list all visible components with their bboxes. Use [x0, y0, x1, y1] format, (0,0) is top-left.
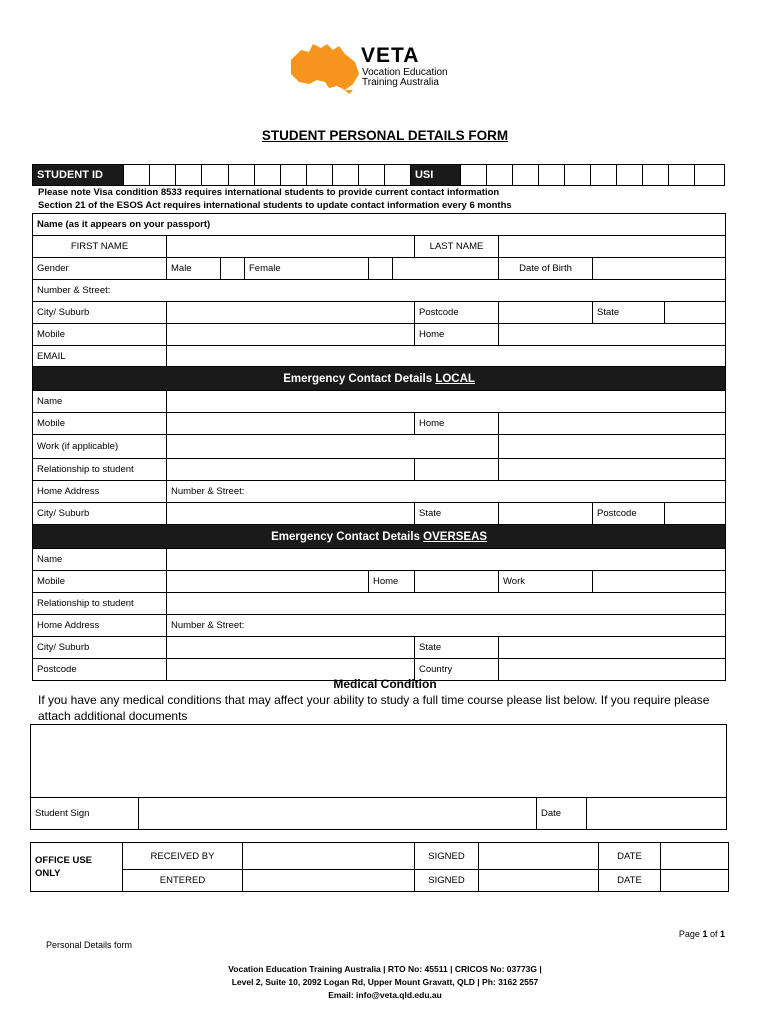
usi-box[interactable] [486, 165, 512, 186]
student-id-box[interactable] [384, 165, 410, 186]
overseas-city-suburb-field[interactable] [167, 637, 415, 659]
local-city-suburb-field[interactable] [167, 503, 415, 525]
usi-box[interactable] [617, 165, 643, 186]
gender-blank [393, 258, 499, 280]
overseas-name-field[interactable] [167, 549, 726, 571]
overseas-section-header: Emergency Contact Details OVERSEAS [33, 525, 726, 549]
entered-field[interactable] [243, 870, 415, 892]
usi-box[interactable] [591, 165, 617, 186]
footer-form-name: Personal Details form [46, 940, 133, 950]
mobile-field[interactable] [167, 324, 415, 346]
home-label: Home [415, 324, 499, 346]
student-id-box[interactable] [358, 165, 384, 186]
male-checkbox[interactable] [221, 258, 245, 280]
female-label: Female [245, 258, 369, 280]
medical-conditions-field[interactable] [31, 725, 727, 798]
gender-label: Gender [33, 258, 167, 280]
overseas-heading-underlined: OVERSEAS [423, 530, 488, 543]
overseas-home-label: Home [369, 571, 415, 593]
personal-details-table [32, 213, 726, 681]
sign-date-label: Date [537, 798, 587, 830]
usi-box[interactable] [565, 165, 591, 186]
postcode-field[interactable] [499, 302, 593, 324]
date-field-2[interactable] [661, 870, 729, 892]
usi-box[interactable] [643, 165, 669, 186]
date-label-1: DATE [599, 843, 661, 870]
footer-line2: Level 2, Suite 10, 2092 Logan Rd, Upper Mount Gravatt, QLD | Ph: 3162 2557 [231, 977, 539, 987]
office-use-label: OFFICE USE ONLY [31, 843, 123, 892]
esos-note: Section 21 of the ESOS Act requires international students to update contact information every 6 months [38, 200, 512, 211]
local-relationship-label: Relationship to student [33, 459, 167, 481]
footer-line1: Vocation Education Training Australia | RTO No: 45511 | CRICOS No: 03773G | [228, 964, 542, 974]
overseas-mobile-label: Mobile [33, 571, 167, 593]
student-id-box[interactable] [280, 165, 306, 186]
local-name-label: Name [33, 391, 167, 413]
local-relationship-blank[interactable] [415, 459, 499, 481]
signed-field-2[interactable] [479, 870, 599, 892]
local-work-field[interactable] [167, 435, 499, 459]
signed-label-2: SIGNED [415, 870, 479, 892]
local-home-field[interactable] [499, 413, 726, 435]
signed-field-1[interactable] [479, 843, 599, 870]
sign-date-field[interactable] [587, 798, 727, 830]
local-name-field[interactable] [167, 391, 726, 413]
mobile-label: Mobile [33, 324, 167, 346]
footer-address [0, 963, 770, 1002]
local-state-field[interactable] [499, 503, 593, 525]
name-passport-label: Name (as it appears on your passport) [33, 214, 726, 236]
veta-logo [283, 40, 483, 94]
date-field-1[interactable] [661, 843, 729, 870]
female-checkbox[interactable] [369, 258, 393, 280]
page-title: STUDENT PERSONAL DETAILS FORM [261, 128, 509, 143]
student-id-box[interactable] [202, 165, 228, 186]
overseas-mobile-field[interactable] [167, 571, 369, 593]
overseas-state-field[interactable] [499, 637, 726, 659]
usi-box[interactable] [539, 165, 565, 186]
dob-label: Date of Birth [499, 258, 593, 280]
student-id-box[interactable] [228, 165, 254, 186]
received-by-label: RECEIVED BY [123, 843, 243, 870]
first-name-field[interactable] [167, 236, 415, 258]
overseas-postcode-label: Postcode [33, 659, 167, 681]
local-mobile-label: Mobile [33, 413, 167, 435]
overseas-work-label: Work [499, 571, 593, 593]
office-use-table [30, 842, 729, 892]
local-number-street[interactable]: Number & Street: [167, 481, 726, 503]
student-id-box[interactable] [176, 165, 202, 186]
student-id-label: STUDENT ID [33, 165, 124, 186]
local-city-suburb-label: City/ Suburb [33, 503, 167, 525]
overseas-home-address-label: Home Address [33, 615, 167, 637]
local-section-header: Emergency Contact Details LOCAL [33, 367, 726, 391]
overseas-relationship-field[interactable] [167, 593, 726, 615]
dob-field[interactable] [593, 258, 726, 280]
student-id-box[interactable] [254, 165, 280, 186]
usi-box[interactable] [513, 165, 539, 186]
email-label: EMAIL [33, 346, 167, 367]
usi-label: USI [410, 165, 460, 186]
medical-table [30, 724, 727, 830]
overseas-country-label: Country [415, 659, 499, 681]
overseas-home-field[interactable] [415, 571, 499, 593]
student-id-box[interactable] [150, 165, 176, 186]
state-field[interactable] [665, 302, 726, 324]
overseas-name-label: Name [33, 549, 167, 571]
local-mobile-field[interactable] [167, 413, 415, 435]
logo-line2: Training Australia [362, 77, 439, 88]
local-work-label: Work (if applicable) [33, 435, 167, 459]
overseas-relationship-label: Relationship to student [33, 593, 167, 615]
usi-box[interactable] [460, 165, 486, 186]
medical-instructions: If you have any medical conditions that may affect your ability to study a full time course please list below. If you require please attach additional documents [38, 693, 710, 723]
overseas-state-label: State [415, 637, 499, 659]
local-postcode-label: Postcode [593, 503, 665, 525]
local-relationship-field[interactable] [167, 459, 415, 481]
page-number: Page 1 of 1 [678, 929, 725, 939]
local-home-label: Home [415, 413, 499, 435]
local-postcode-field[interactable] [665, 503, 726, 525]
student-id-box[interactable] [332, 165, 358, 186]
entered-label: ENTERED [123, 870, 243, 892]
logo-brand: VETA [361, 44, 420, 67]
city-suburb-field[interactable] [167, 302, 415, 324]
home-field[interactable] [499, 324, 726, 346]
local-state-label: State [415, 503, 499, 525]
logo-line1: Vocation Education [362, 67, 448, 78]
received-by-field[interactable] [243, 843, 415, 870]
usi-box[interactable] [695, 165, 725, 186]
postcode-label: Postcode [415, 302, 499, 324]
last-name-label: LAST NAME [415, 236, 499, 258]
email-field[interactable] [167, 346, 726, 367]
overseas-number-street[interactable]: Number & Street: [167, 615, 726, 637]
local-work-field-2[interactable] [499, 435, 726, 459]
footer-line3: Email: info@veta.qld.edu.au [328, 990, 442, 1000]
date-label-2: DATE [599, 870, 661, 892]
usi-box[interactable] [669, 165, 695, 186]
state-label: State [593, 302, 665, 324]
medical-title: Medical Condition [333, 677, 437, 691]
local-home-address-label: Home Address [33, 481, 167, 503]
city-suburb-label: City/ Suburb [33, 302, 167, 324]
male-label: Male [167, 258, 221, 280]
overseas-city-suburb-label: City/ Suburb [33, 637, 167, 659]
local-heading-underlined: LOCAL [435, 372, 475, 385]
first-name-label: FIRST NAME [33, 236, 167, 258]
number-street-label[interactable]: Number & Street: [33, 280, 726, 302]
visa-note: Please note Visa condition 8533 requires international students to provide current contact information [38, 187, 500, 198]
last-name-field[interactable] [499, 236, 726, 258]
student-id-box[interactable] [124, 165, 150, 186]
student-sign-field[interactable] [139, 798, 537, 830]
student-sign-label: Student Sign [31, 798, 139, 830]
student-id-box[interactable] [306, 165, 332, 186]
local-relationship-field-2[interactable] [499, 459, 726, 481]
overseas-work-field[interactable] [593, 571, 726, 593]
signed-label-1: SIGNED [415, 843, 479, 870]
id-row [32, 164, 725, 186]
